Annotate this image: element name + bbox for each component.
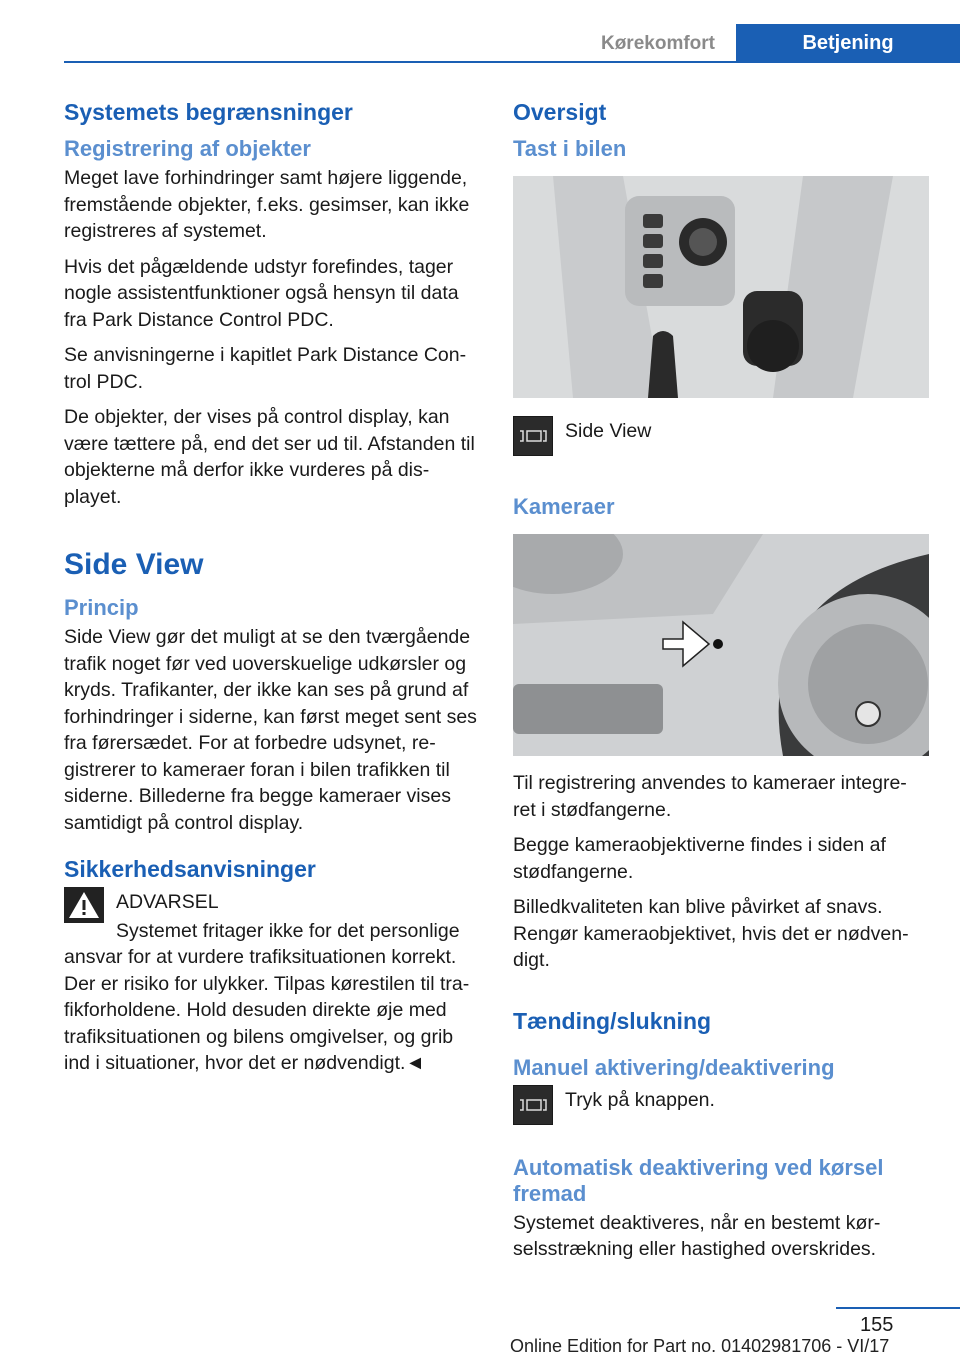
heading-cameras: Kameraer <box>513 494 615 519</box>
header-rule <box>64 61 960 63</box>
warning-title: ADVARSEL <box>116 891 219 913</box>
camera-photo <box>513 534 929 756</box>
side-view-button-icon[interactable] <box>513 1085 553 1125</box>
side-view-button-label: Side View <box>565 420 652 442</box>
header-chapter-tab: Betjening <box>736 24 960 63</box>
paragraph: Meget lave forhindringer samt højere liggende, fremstående objekter, f.eks. gesimser, kan ikke registreres af systemet. <box>64 167 470 242</box>
heading-detect: Registrering af objekter <box>64 136 311 161</box>
right-column <box>513 98 929 1272</box>
heading-side-view: Side View <box>64 548 204 581</box>
paragraph: Billedkvaliteten kan blive påvirket af snavs. Rengør kameraobjektivet, hvis det er nødven-digt. <box>513 896 909 971</box>
header-section-tab: Kørekomfort <box>600 32 715 54</box>
heading-auto-deactivate: Automatisk deaktivering ved kørsel fremad <box>513 1154 884 1206</box>
footer-rule <box>836 1307 960 1309</box>
paragraph: Hvis det pågældende udstyr forefindes, tager nogle assistentfunktioner også hensyn til data fra Park Distance Control PDC. <box>64 255 459 331</box>
heading-limits: Systemets begrænsninger <box>64 99 353 125</box>
activate-button-label: Tryk på knappen. <box>565 1088 715 1111</box>
paragraph: Til registrering anvendes to kameraer integre-ret i stødfangerne. <box>513 772 907 821</box>
activate-button-row <box>513 1085 929 1125</box>
side-view-button-row <box>513 416 929 456</box>
side-view-button-icon[interactable] <box>513 416 553 456</box>
console-photo <box>513 176 929 398</box>
warning-lead: Systemet fritager ikke for det personlige <box>116 919 460 942</box>
warning-body: ansvar for at vurdere trafiksituationen korrekt. Der er risiko for ulykker. Tilpas kørestilen til tra-fikforholdene. Hold desuden direkte øje med trafiksituationen og bilens omgivelser, og grib ind i situationer, hvor det er nødvendigt.◄ <box>64 946 470 1074</box>
paragraph: Systemet deaktiveres, når en bestemt kør-selsstrækning eller hastighed overskrides. <box>513 1211 881 1260</box>
heading-overview: Oversigt <box>513 99 607 125</box>
left-column <box>64 98 480 1086</box>
paragraph: De objekter, der vises på control display, kan være tættere på, end det ser ud til. Afstanden til objekterne må derfor ikke vurderes på dis-playet. <box>64 406 475 508</box>
console-illustration <box>513 176 929 398</box>
warning-block <box>64 887 480 944</box>
paragraph: Begge kameraobjektiverne findes i siden af stødfangerne. <box>513 834 886 883</box>
camera-illustration <box>513 534 929 756</box>
paragraph: Side View gør det muligt at se den tværgående trafik noget før ved uoverskuelige udkørsler og kryds. Trafikanter, der ikke kan ses på grund af forhindringer i siderne, kan først meget sent ses fra førersædet. For at forbedre udsynet, re-gistrerer to kameraer foran i bilen trafikken til siderne. Billederne fra begge kameraer vises samtidigt på control display. <box>64 626 477 834</box>
heading-button: Tast i bilen <box>513 136 627 161</box>
edition-note: Online Edition for Part no. 01402981706 - VI/17 <box>510 1336 890 1356</box>
heading-manual: Manuel aktivering/deaktivering <box>513 1054 835 1080</box>
heading-princip: Princip <box>64 595 139 620</box>
heading-safety: Sikkerhedsanvisninger <box>64 856 316 882</box>
heading-on-off: Tænding/slukning <box>513 1007 712 1034</box>
paragraph: Se anvisningerne i kapitlet Park Distance Con-trol PDC. <box>64 344 467 393</box>
page-number: 155 <box>860 1314 894 1336</box>
warning-triangle-icon <box>64 887 104 923</box>
